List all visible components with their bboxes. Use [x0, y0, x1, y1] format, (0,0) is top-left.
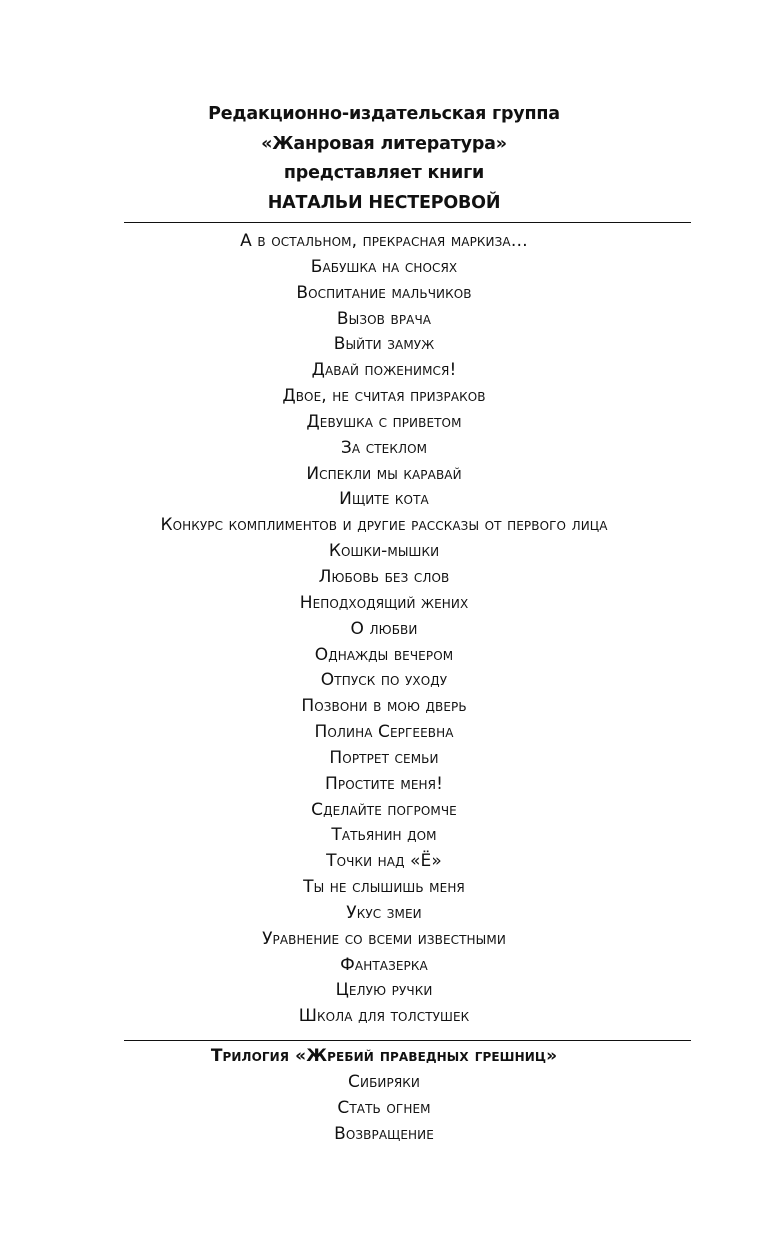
book-title: Портрет семьи — [329, 747, 439, 768]
book-title: Давай поженимся! — [311, 360, 457, 381]
book-title: Ищите кота — [339, 489, 429, 510]
divider-bottom — [124, 1040, 691, 1041]
book-title: Испекли мы каравай — [306, 463, 462, 484]
book-title: Вызов врача — [336, 308, 432, 329]
book-title: О любви — [350, 618, 418, 639]
book-list — [0, 229, 768, 1030]
book-title: Бабушка на сносях — [310, 256, 458, 277]
author-name: НАТАЛЬИ НЕСТЕРОВОЙ — [267, 192, 501, 213]
book-title: Точки над «Ё» — [326, 851, 442, 872]
book-title: Позвони в мою дверь — [301, 696, 467, 717]
book-title: Отпуск по уходу — [320, 670, 448, 691]
book-title: Кошки-мышки — [328, 541, 440, 562]
book-title: Целую ручки — [335, 980, 433, 1001]
book-title: За стеклом — [340, 437, 428, 458]
publisher-header — [0, 100, 768, 218]
book-title: Сделайте погромче — [311, 799, 457, 820]
book-title: Уравнение со всеми известными — [262, 928, 506, 949]
book-title: Однажды вечером — [314, 644, 454, 665]
book-title: Полина Сергеевна — [314, 722, 454, 743]
presents-line: представляет книги — [283, 163, 485, 183]
publisher-imprint-line: «Жанровая литература» — [261, 133, 507, 154]
divider-top — [124, 222, 691, 223]
book-title: Воспитание мальчиков — [296, 282, 472, 303]
book-title: Ты не слышишь меня — [303, 877, 465, 898]
trilogy-book-title: Сибиряки — [348, 1071, 420, 1092]
book-title: Конкурс комплиментов и другие рассказы от первого лица — [160, 515, 608, 536]
trilogy-section — [0, 1044, 768, 1147]
trilogy-title: Трилогия «Жребий праведных грешниц» — [210, 1046, 558, 1066]
trilogy-book-title: Возвращение — [334, 1123, 434, 1144]
book-title: Простите меня! — [325, 773, 443, 794]
publisher-group-line: Редакционно-издательская группа — [208, 104, 560, 124]
book-title: Выйти замуж — [333, 334, 435, 355]
book-title: Фантазерка — [340, 954, 428, 975]
book-title: Двое, не считая призраков — [282, 386, 486, 407]
book-title: Школа для толстушек — [298, 1006, 470, 1027]
book-title: Любовь без слов — [318, 566, 450, 587]
book-title: Татьянин дом — [331, 825, 437, 846]
trilogy-book-title: Стать огнем — [337, 1097, 431, 1118]
book-title: Неподходящий жених — [299, 592, 469, 613]
book-title: А в остальном, прекрасная маркиза… — [240, 231, 528, 251]
book-title: Укус змеи — [346, 902, 422, 923]
book-title: Девушка с приветом — [306, 411, 462, 432]
